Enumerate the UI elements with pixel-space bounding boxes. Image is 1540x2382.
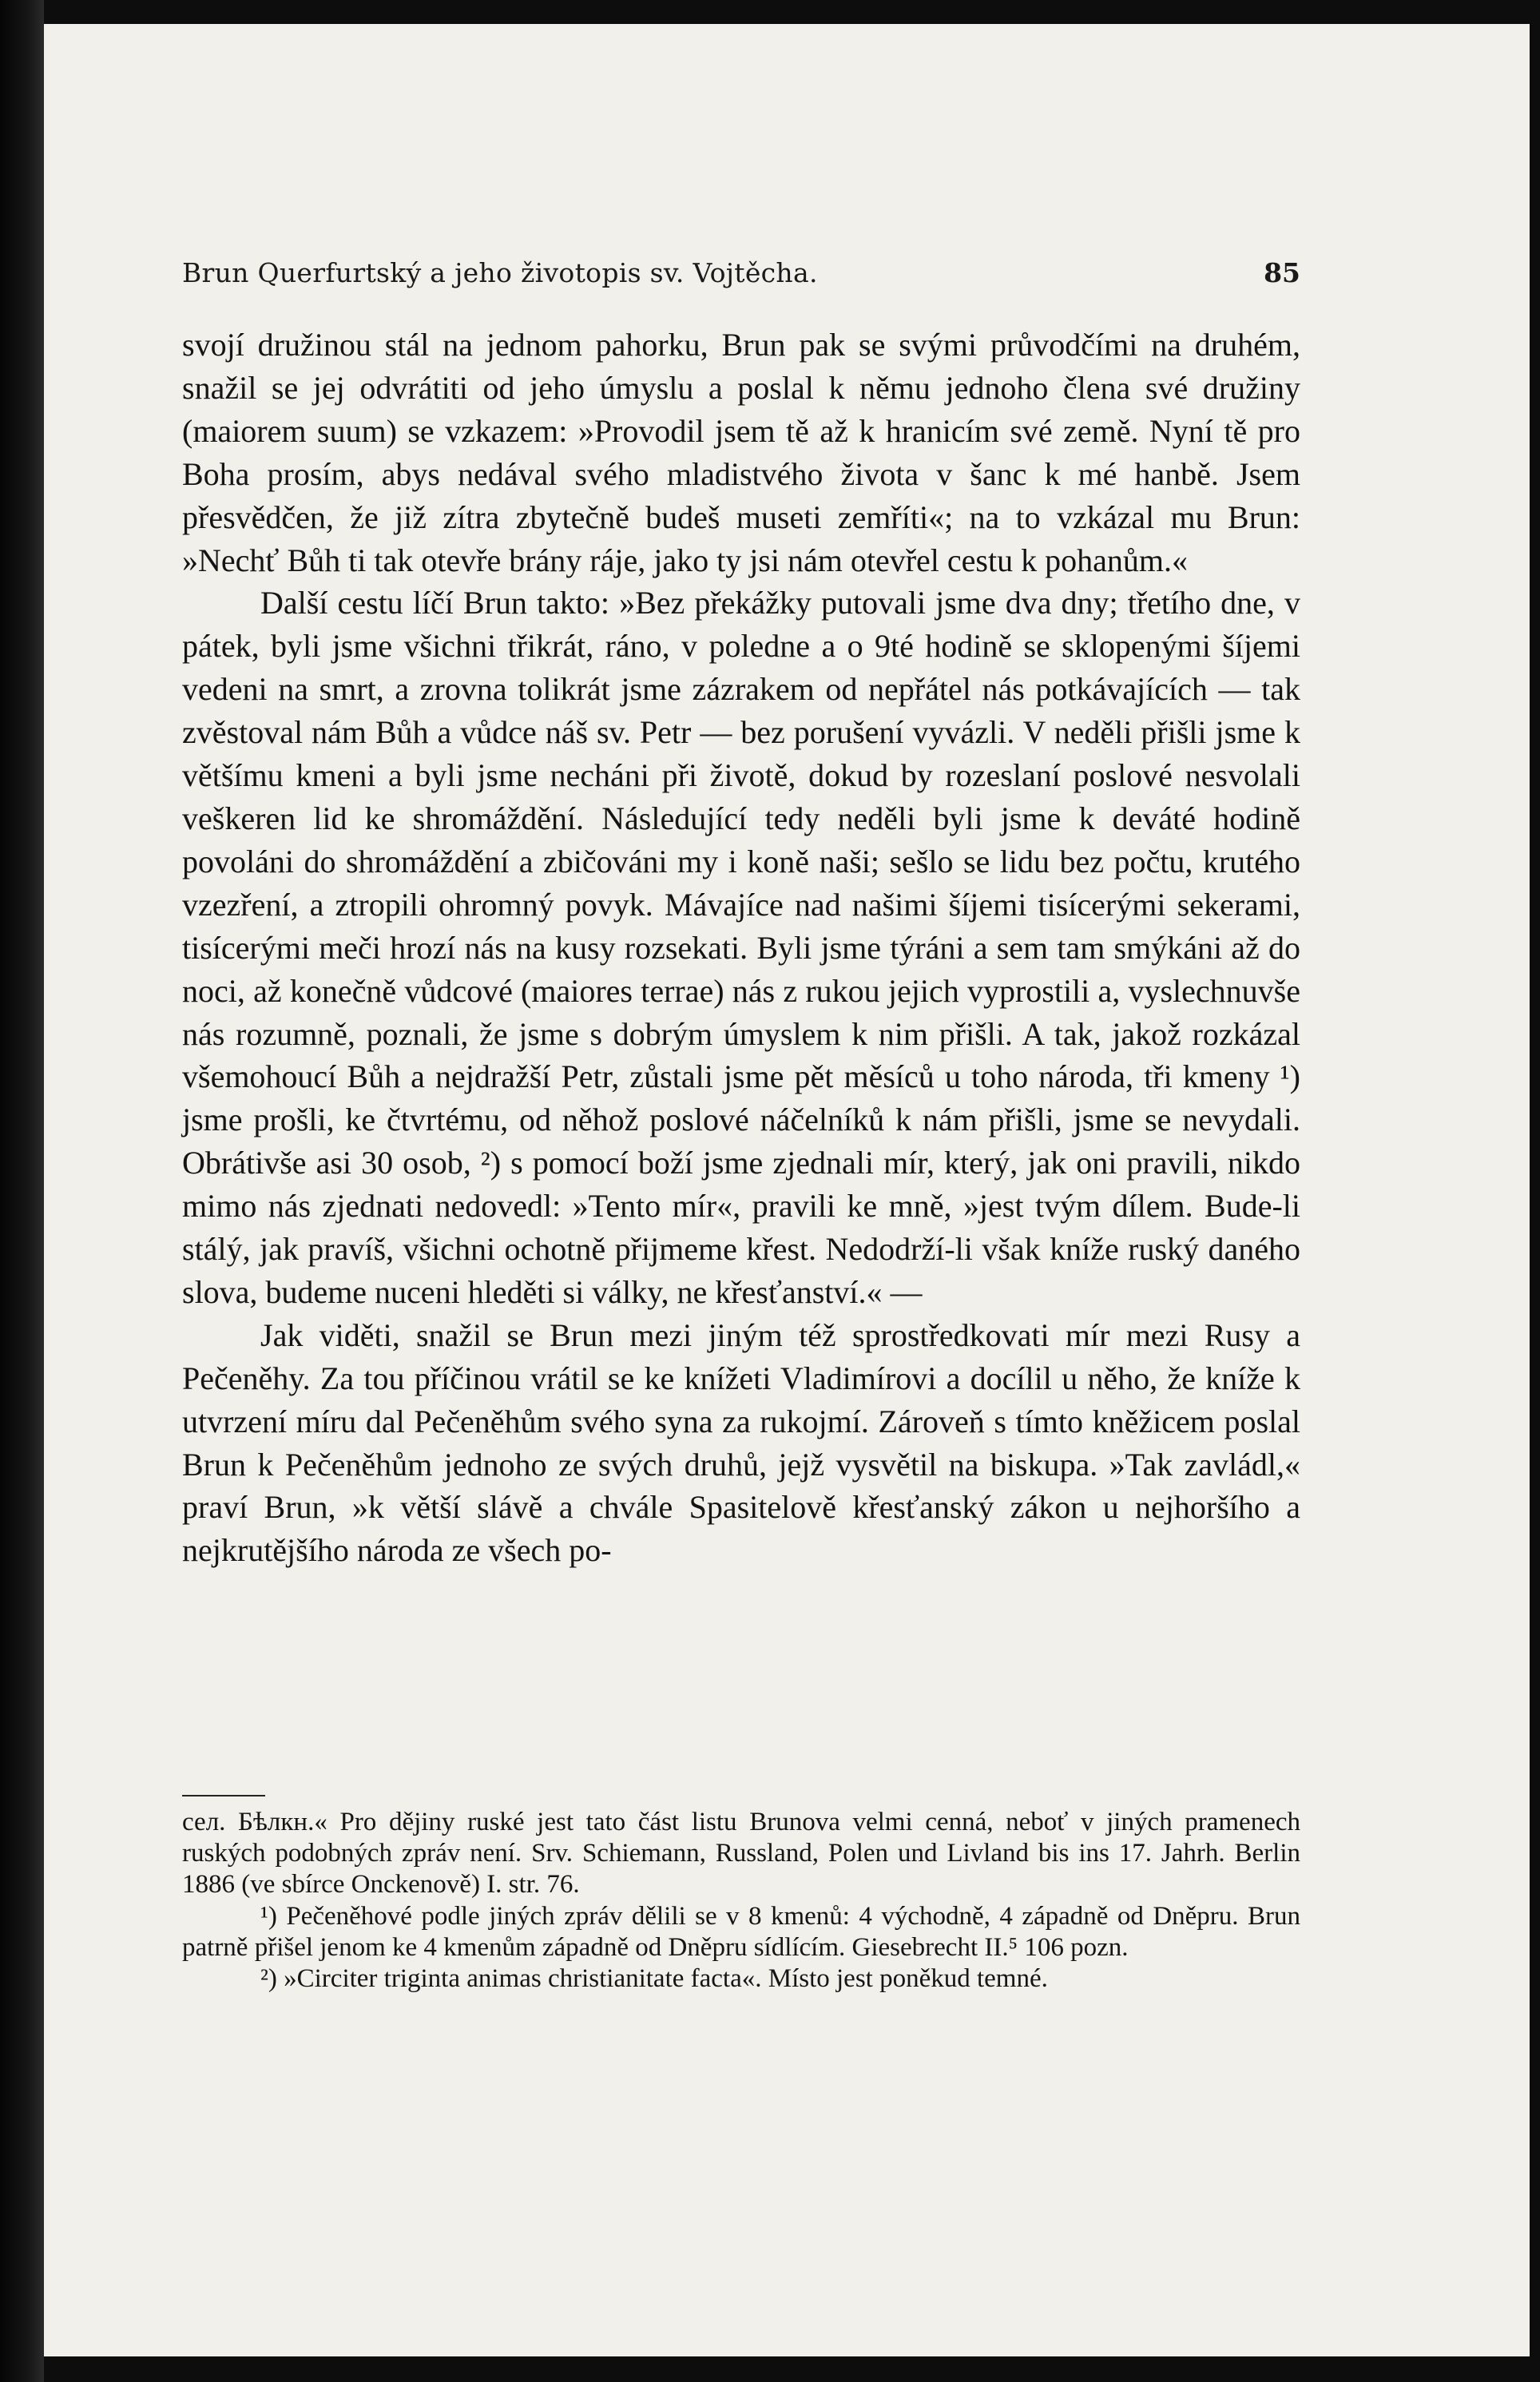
paragraph-1: svojí družinou stál na jednom pahorku, Brun pak se svými průvodčími na druhém, snažil se jej odvrátiti od jeho úmyslu a poslal k němu jednoho člena své družiny (maiorem suum) se vzkazem: »Provodil jsem tě až k hranicím své země. Nyní tě pro Boha prosím, abys nedával svého mladistvého života v šanc k mé hanbě. Jsem přesvědčen, že již zítra zbytečně budeš museti zemříti«; na to vzkázal mu Brun: »Nechť Bůh ti tak otevře brány ráje, jako ty jsi nám otevřel cestu k pohanům.« xyxy=(182,327,1300,578)
page-header xyxy=(182,257,1300,297)
footnotes xyxy=(182,1807,1300,1995)
scan-left-edge xyxy=(0,0,44,2382)
footnote-1: ¹) Pečeněhové podle jiných zpráv dělili se v 8 kmenů: 4 východně, 4 západně od Dněpru. Brun patrně přišel jenom ke 4 kmenům západně od Dněpru sídlícím. Giesebrecht II.⁵ 106 pozn. xyxy=(182,1901,1300,1962)
page-number: 85 xyxy=(1264,257,1300,288)
footnote-2: ²) »Circiter triginta animas christianitate facta«. Místo jest poněkud temné. xyxy=(260,1964,1048,1994)
running-title: Brun Querfurtský a jeho životopis sv. Vojtěcha. xyxy=(182,257,818,288)
footnote-divider xyxy=(182,1795,265,1796)
footnote-continuation: сел. Бѣлкн.« Pro dějiny ruské jest tato část listu Brunova velmi cenná, neboť v jiných pramenech ruských podobných zpráv není. Srv. Schiemann, Russland, Polen und Livland bis ins 17. Jahrh. Berlin 1886 (ve sbírce Onckenově) I. str. 76. xyxy=(182,1808,1300,1900)
main-text xyxy=(182,324,1300,1572)
paragraph-2: Další cestu líčí Brun takto: »Bez překážky putovali jsme dva dny; třetího dne, v pátek, byli jsme všichni třikrát, ráno, v poledne a o 9té hodině se sklopenými šíjemi vedeni na smrt, a zrovna tolikrát jsme zázrakem od nepřátel nás potkávajících — tak zvěstoval nám Bůh a vůdce náš sv. Petr — bez porušení vyvázli. V neděli přišli jsme k většímu kmeni a byli jsme necháni při životě, dokud by rozeslaní poslové nesvolali veškeren lid ke shromáždění. Následující tedy neděli byli jsme k deváté hodině povoláni do shromáždění a zbičováni my i koně naši; sešlo se lidu bez počtu, krutého vzezření, a ztropili ohromný povyk. Mávajíce nad našimi šíjemi tisícerými sekerami, tisícerými meči hrozí nás na kusy rozsekati. Byli jsme týráni a sem tam smýkáni až do noci, až konečně vůdcové (maiores terrae) nás z rukou jejich vyprostili a, vyslechnuvše nás rozumně, poznali, že jsme s dobrým úmyslem k nim přišli. A tak, jakož rozkázal všemohoucí Bůh a nejdražší Petr, zůstali jsme pět měsíců u toho národa, tři kmeny ¹) jsme prošli, ke čtvrtému, od něhož poslové náčelníků k nám přišli, jsme se nevydali. Obrátivše asi 30 osob, ²) s pomocí boží jsme zjednali mír, který, jak oni pravili, nikdo mimo nás zjednati nedovedl: »Tento mír«, pravili ke mně, »jest tvým dílem. Bude-li stálý, jak pravíš, všichni ochotně přijmeme křest. Nedodrží-li však kníže ruský daného slova, budeme nuceni hleděti si války, ne křesťanství.« — xyxy=(182,585,1300,1310)
paragraph-3: Jak viděti, snažil se Brun mezi jiným též sprostředkovati mír mezi Rusy a Pečeněhy. Za tou příčinou vrátil se ke knížeti Vladimírovi a docílil u něho, že kníže k utvrzení míru dal Pečeněhům svého syna za rukojmí. Zároveň s tímto kněžicem poslal Brun k Pečeněhům jednoho ze svých druhů, jejž vysvětil na biskupa. »Tak zavládl,« praví Brun, »k větší slávě a chvále Spasitelově křesťanský zákon u nejhoršího a nejkrutějšího národa ze všech po- xyxy=(182,1316,1300,1569)
